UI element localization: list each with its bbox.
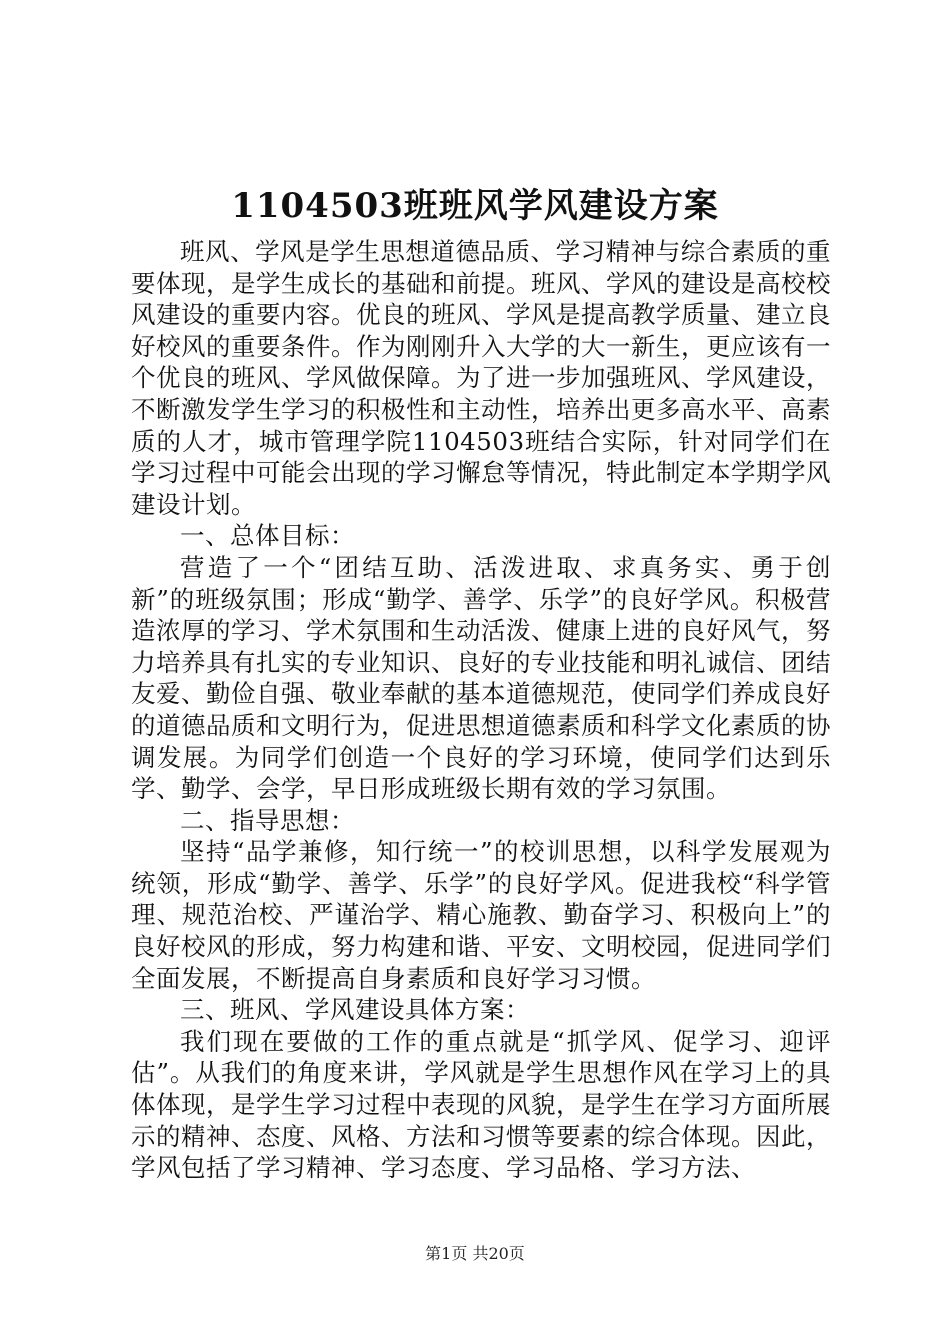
- section-text-goals: 营造了一个“团结互助、活泼进取、求真务实、勇于创新”的班级氛围；形成“勤学、善学、乐学”的良好学风。积极营造浓厚的学习、学术氛围和生动活泼、健康上进的良好风气，努力培养具有扎实的专业知识、良好的专业技能和明礼诚信、团结友爱、勤俭自强、敬业奉献的基本道德规范，使同学们养成良好的道德品质和文明行为，促进思想道德素质和科学文化素质的协调发展。为同学们创造一个良好的学习环境，使同学们达到乐学、勤学、会学，早日形成班级长期有效的学习氛围。: [131, 552, 831, 804]
- section-heading-specific-plan: 三、班风、学风建设具体方案：: [180, 995, 530, 1025]
- section-heading-goals: 一、总体目标：: [180, 521, 355, 551]
- section-text-specific-plan: 我们现在要做的工作的重点就是“抓学风、促学习、迎评估”。从我们的角度来讲，学风就是学生思想作风在学习上的具体体现，是学生学习过程中表现的风貌，是学生在学习方面所展示的精神、态度、风格、方法和习惯等要素的综合体现。因此，学风包括了学习精神、学习态度、学习品格、学习方法、: [131, 1026, 831, 1183]
- section-heading-guiding-thought: 二、指导思想：: [180, 805, 355, 835]
- page-footer: 第1页 共20页: [425, 1244, 525, 1263]
- document-title: 1104503班班风学风建设方案: [231, 186, 719, 226]
- intro-paragraph: 班风、学风是学生思想道德品质、学习精神与综合素质的重要体现，是学生成长的基础和前提。班风、学风的建设是高校校风建设的重要内容。优良的班风、学风是提高教学质量、建立良好校风的重要条件。作为刚刚升入大学的大一新生，更应该有一个优良的班风、学风做保障。为了进一步加强班风、学风建设，不断激发学生学习的积极性和主动性，培养出更多高水平、高素质的人才，城市管理学院1104503班结合实际，针对同学们在学习过程中可能会出现的学习懈怠等情况，特此制定本学期学风建设计划。: [131, 237, 831, 519]
- document-body: [131, 236, 831, 1184]
- section-text-guiding-thought: 坚持“品学兼修，知行统一”的校训思想，以科学发展观为统领，形成“勤学、善学、乐学”的良好学风。促进我校“科学管理、规范治校、严谨治学、精心施教、勤奋学习、积极向上”的良好校风的形成，努力构建和谐、平安、文明校园，促进同学们全面发展，不断提高自身素质和良好学习习惯。: [131, 837, 831, 993]
